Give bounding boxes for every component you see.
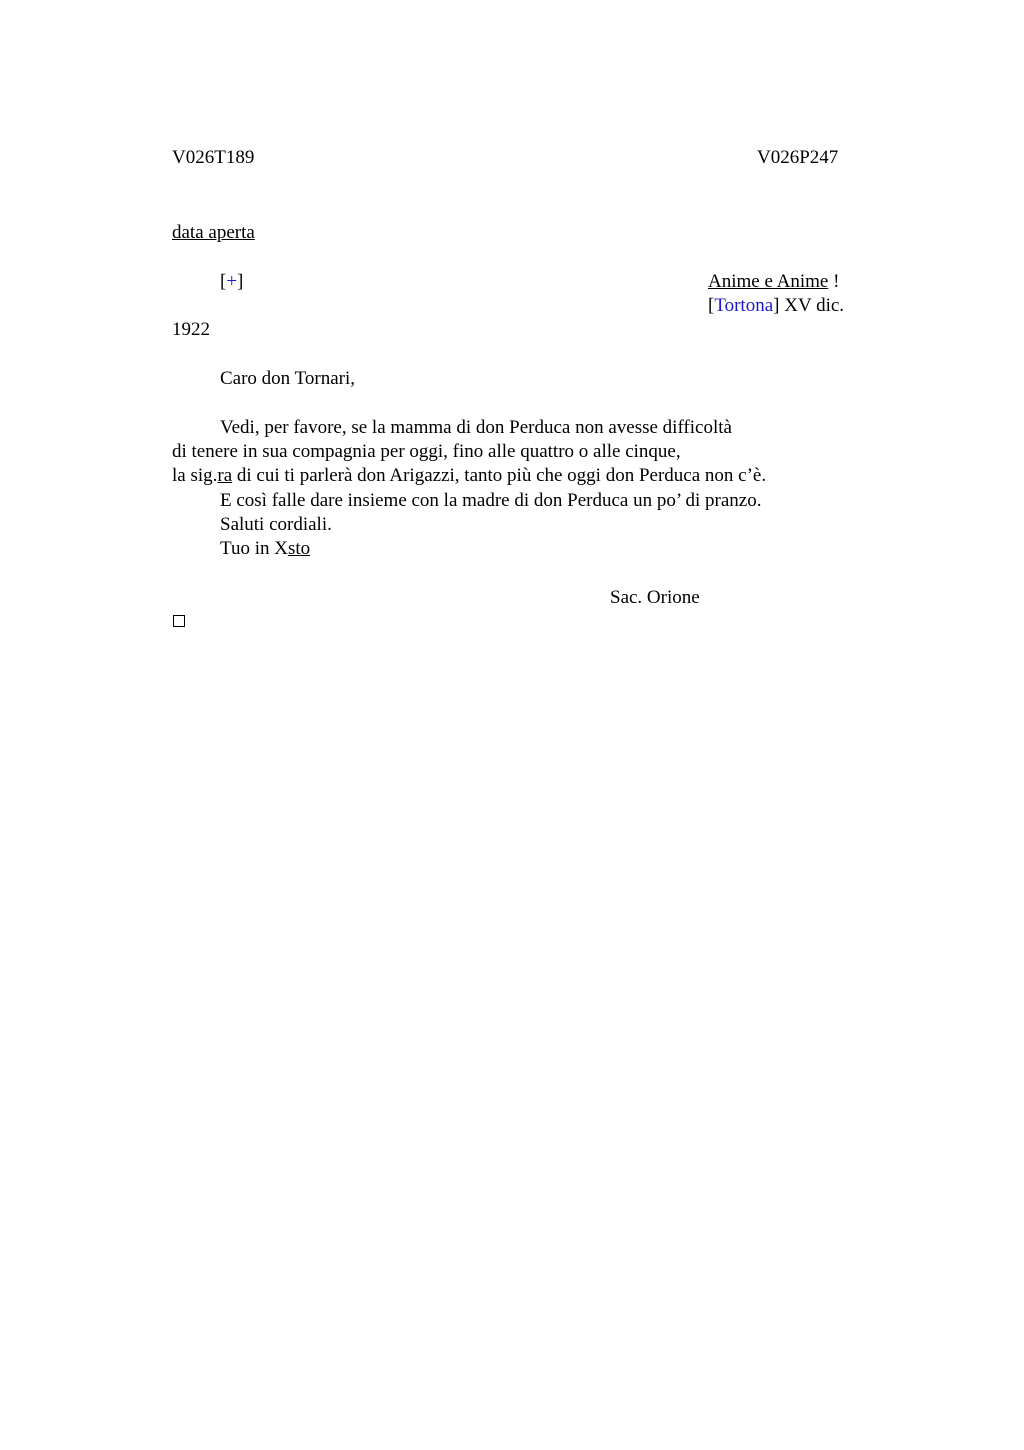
body-line-3	[172, 464, 766, 488]
empty-square-icon	[173, 615, 185, 627]
body-line-3-prefix: la sig.	[172, 465, 218, 486]
letter-date: XV dic.	[779, 295, 845, 316]
year: 1922	[172, 319, 210, 340]
left-mark-open: [	[220, 271, 227, 292]
body-line-3-rest: di cui ti parlerà don Arigazzi, tanto più che oggi don Perduca non c’è.	[232, 465, 767, 486]
body-line-1: Vedi, per favore, se la mamma di don Perduca non avesse difficoltà	[220, 417, 732, 438]
closing-prefix: Tuo in X	[220, 538, 288, 559]
cross-symbol: +	[226, 271, 238, 292]
signature: Sac. Orione	[610, 587, 700, 608]
body-line-4: E così falle dare insieme con la madre di don Perduca un po’ di pranzo.	[220, 490, 762, 511]
motto-exclamation: !	[828, 271, 840, 292]
body-line-2: di tenere in sua compagnia per oggi, fino alle quattro o alle cinque,	[172, 441, 681, 462]
right-code: V026P247	[757, 147, 839, 168]
place-open: [	[708, 295, 715, 316]
abbreviation-ra: ra	[217, 465, 233, 486]
place-name: Tortona	[714, 295, 774, 316]
body-line-5: Saluti cordiali.	[220, 514, 332, 535]
left-code: V026T189	[172, 147, 255, 168]
place-date-line	[708, 294, 844, 318]
closing-line	[220, 537, 310, 561]
left-mark-close: ]	[237, 271, 244, 292]
motto: Anime e Anime	[708, 271, 829, 292]
motto-line	[708, 270, 839, 294]
left-mark	[220, 270, 243, 294]
end-marker	[173, 610, 185, 634]
salutation: Caro don Tornari,	[220, 368, 355, 389]
abbreviation-sto: sto	[287, 538, 311, 559]
place-close: ]	[773, 295, 780, 316]
date-note: data aperta	[172, 222, 255, 243]
